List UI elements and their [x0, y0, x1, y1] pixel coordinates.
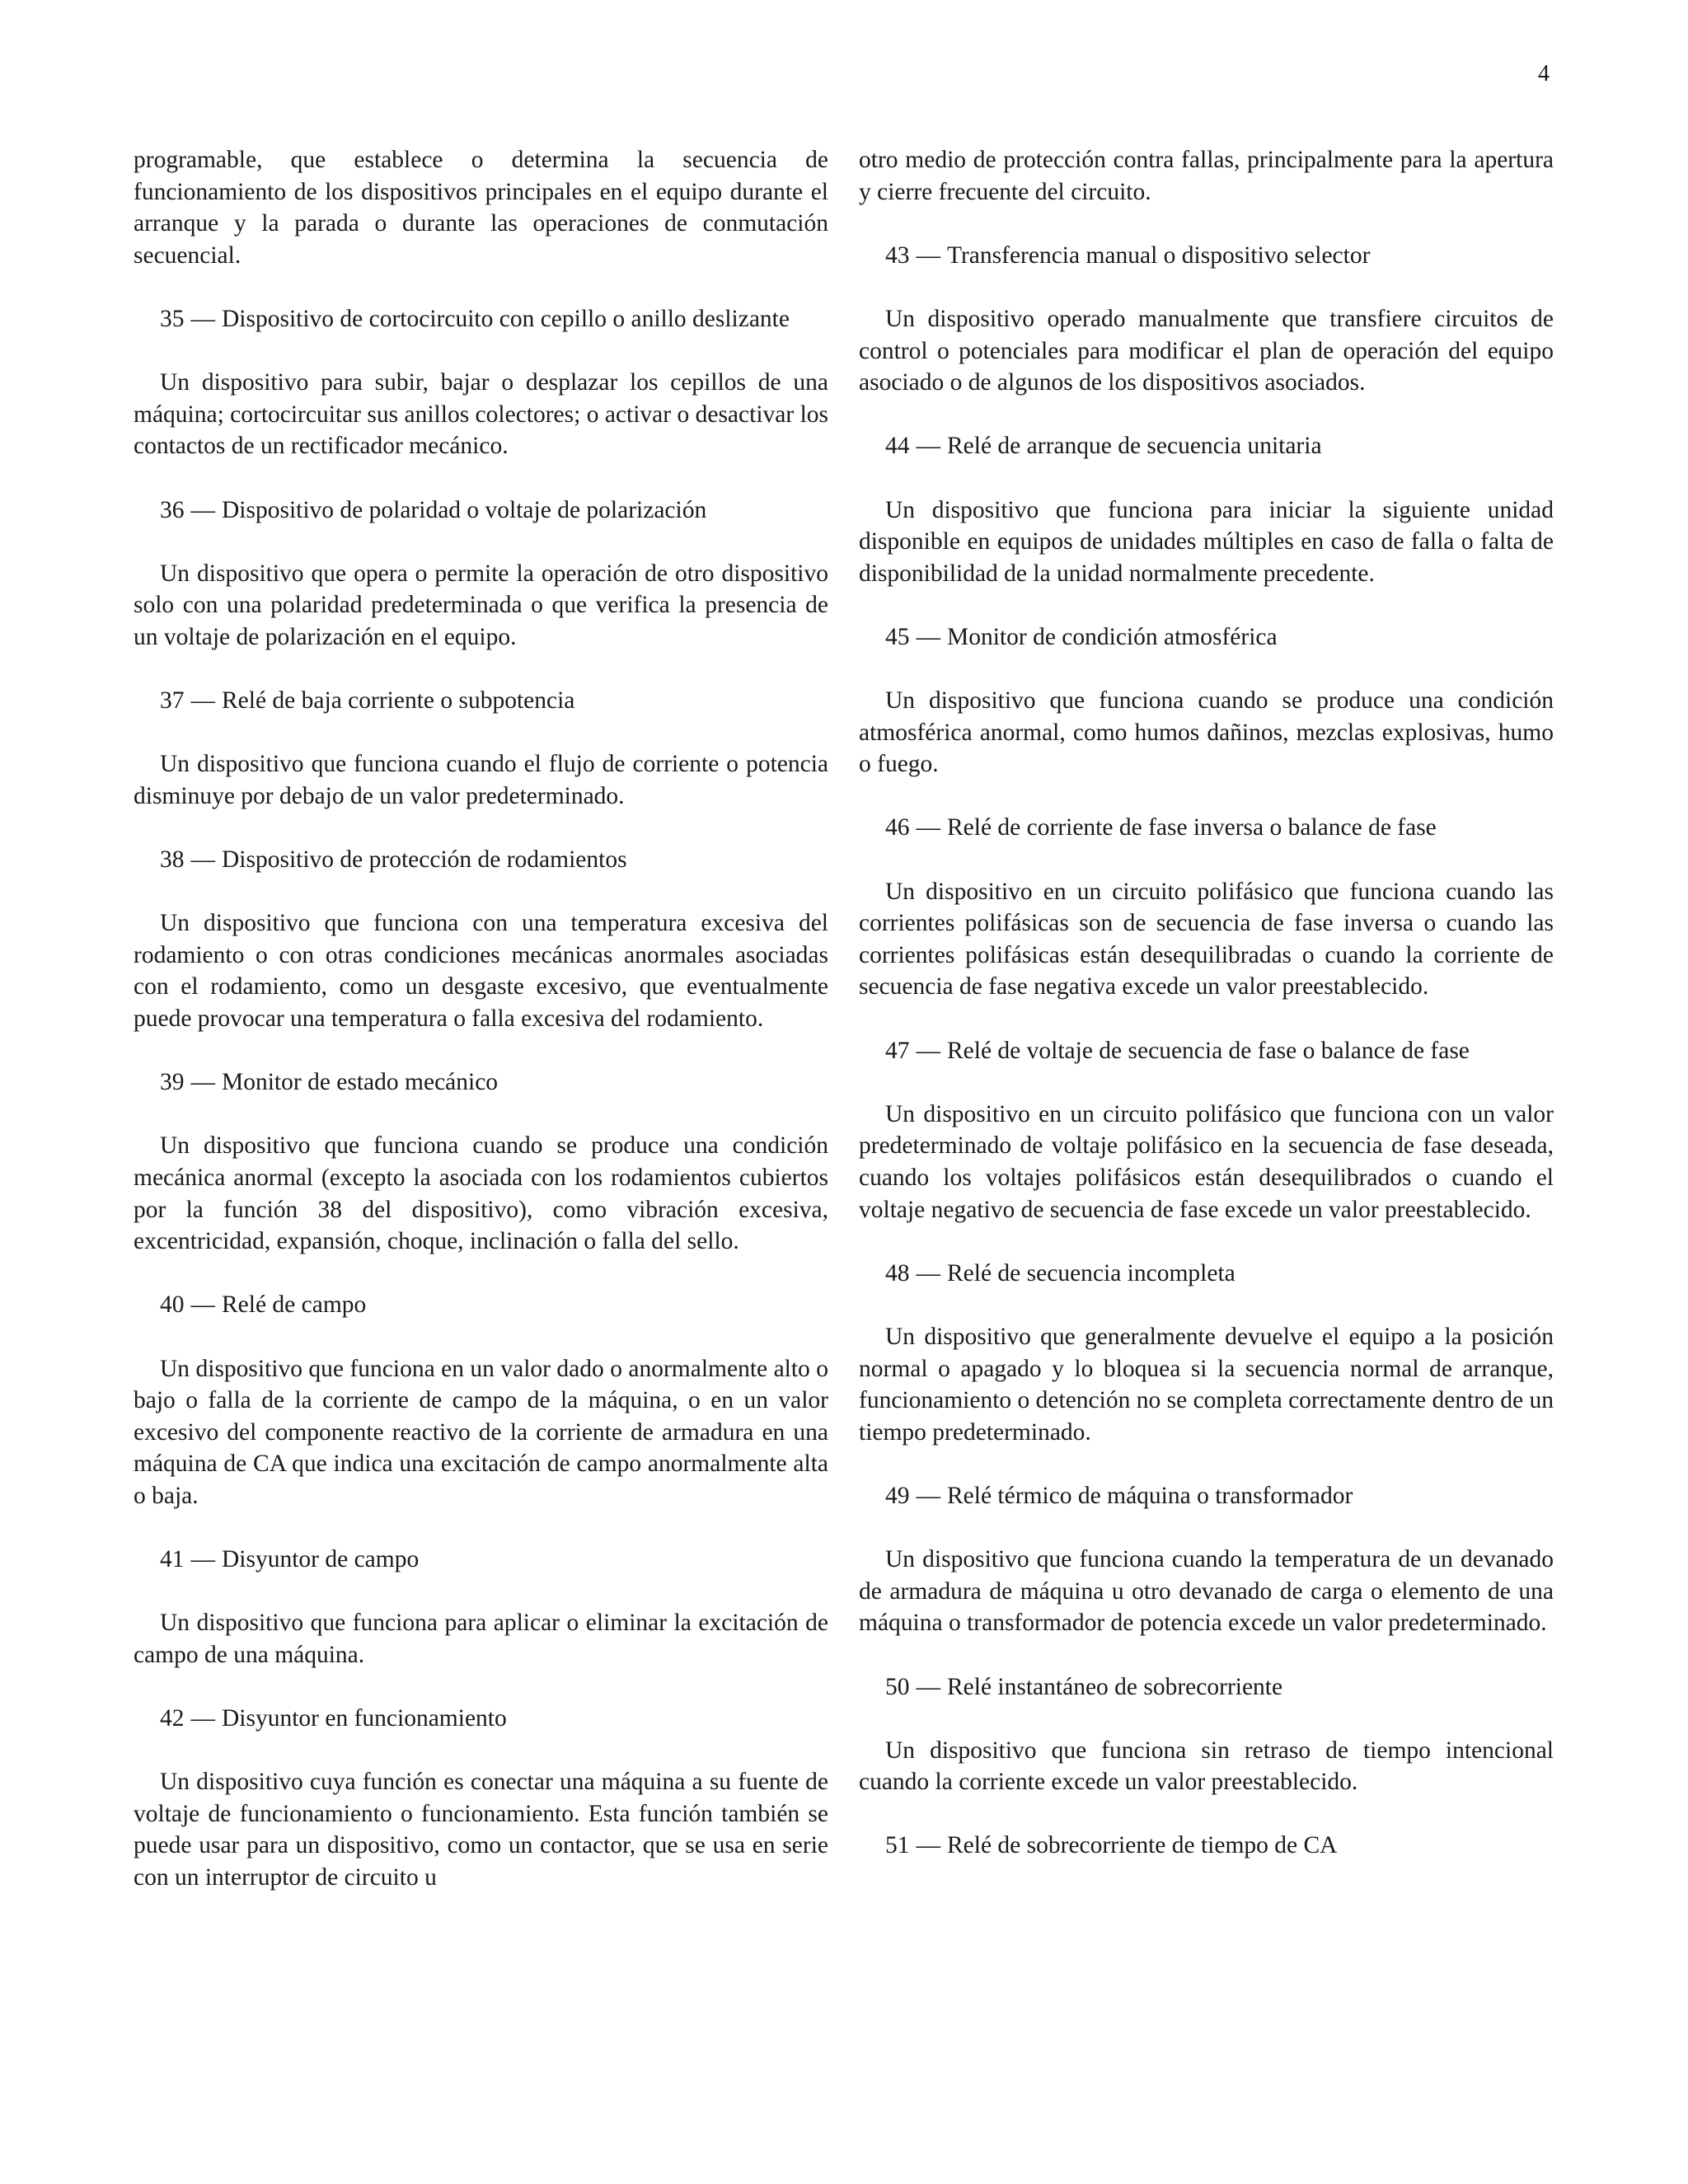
device-title: Disyuntor en funcionamiento: [222, 1705, 507, 1732]
body-paragraph: Un dispositivo que funciona en un valor dado o anormalmente alto o bajo o falla de la corriente de campo de la máquina, o en un valor excesivo del componente reactivo de la corriente de armadura en una máquina de CA que indica una excitación de campo anormalmente alta o baja.: [134, 1355, 828, 1509]
device-number: 43: [885, 241, 910, 269]
body-paragraph: Un dispositivo que opera o permite la operación de otro dispositivo solo con una polaridad predeterminada o que verifica la presencia de un voltaje de polarización en el equipo.: [134, 560, 828, 650]
device-number: 49: [885, 1482, 910, 1509]
device-title: Monitor de estado mecánico: [222, 1069, 499, 1096]
section-heading: [859, 1830, 1554, 1862]
body-paragraph: Un dispositivo que funciona cuando el flujo de corriente o potencia disminuye por debajo de un valor predeterminado.: [134, 751, 828, 809]
section-heading: [134, 685, 828, 717]
section-heading: [859, 1258, 1554, 1290]
device-number: 42: [160, 1705, 185, 1732]
body-paragraph: Un dispositivo que funciona cuando se produce una condición atmosférica anormal, como humos dañinos, mezclas explosivas, humo o fuego.: [859, 687, 1554, 778]
device-title: Relé de voltaje de secuencia de fase o balance de fase: [947, 1037, 1470, 1064]
em-dash: —: [916, 241, 940, 269]
section-heading: [134, 494, 828, 527]
device-number: 41: [160, 1546, 185, 1573]
body-paragraph: Un dispositivo operado manualmente que transfiere circuitos de control o potenciales para modificar el plan de operación del equipo asociado o de algunos de los dispositivos asociados.: [859, 305, 1554, 396]
device-number: 35: [160, 305, 185, 332]
body-paragraph: otro medio de protección contra fallas, principalmente para la apertura y cierre frecuente del circuito.: [859, 147, 1554, 205]
device-number: 38: [160, 846, 185, 874]
section-heading: [859, 812, 1554, 844]
section-heading: [859, 1035, 1554, 1067]
device-title: Relé de baja corriente o subpotencia: [222, 687, 575, 715]
device-title: Relé de secuencia incompleta: [947, 1259, 1236, 1286]
device-title: Dispositivo de cortocircuito con cepillo o anillo deslizante: [222, 305, 790, 332]
section-heading: [859, 621, 1554, 654]
device-title: Monitor de condición atmosférica: [947, 623, 1278, 650]
section-heading: [134, 1703, 828, 1735]
device-number: 39: [160, 1069, 185, 1096]
device-number: 48: [885, 1259, 910, 1286]
device-number: 36: [160, 496, 185, 523]
device-title: Relé instantáneo de sobrecorriente: [947, 1673, 1283, 1700]
section-heading: [859, 1671, 1554, 1704]
section-heading: [134, 303, 828, 335]
device-title: Relé de sobrecorriente de tiempo de CA: [947, 1832, 1338, 1859]
page-number: 4: [1538, 61, 1550, 87]
body-paragraph: Un dispositivo cuya función es conectar una máquina a su fuente de voltaje de funcionamiento o funcionamiento. Esta función también se puede usar para un dispositivo, como un contactor, que se usa en serie con un interruptor de circuito u: [134, 1769, 828, 1891]
body-paragraph: Un dispositivo para subir, bajar o desplazar los cepillos de una máquina; cortocircuitar sus anillos colectores; o activar o desactivar los contactos de un rectificador mecánico.: [134, 369, 828, 460]
body-paragraph: programable, que establece o determina la secuencia de funcionamiento de los dispositivos principales en el equipo durante el arranque y la parada o durante las operaciones de conmutación secuencial.: [134, 147, 828, 269]
em-dash: —: [916, 1482, 940, 1509]
device-title: Relé de corriente de fase inversa o balance de fase: [947, 814, 1437, 841]
section-heading: [134, 1066, 828, 1099]
device-number: 44: [885, 433, 910, 460]
device-title: Dispositivo de polaridad o voltaje de polarización: [222, 496, 707, 523]
em-dash: —: [916, 1673, 940, 1700]
device-title: Relé de arranque de secuencia unitaria: [947, 433, 1322, 460]
section-heading: [134, 1289, 828, 1321]
em-dash: —: [916, 1259, 940, 1286]
section-heading: [859, 430, 1554, 462]
em-dash: —: [190, 1546, 215, 1573]
section-heading: [859, 1480, 1554, 1512]
em-dash: —: [190, 1291, 215, 1319]
left-column: [134, 144, 828, 1925]
section-heading: [134, 1544, 828, 1576]
right-column: [859, 144, 1554, 1894]
device-number: 46: [885, 814, 910, 841]
device-title: Relé de campo: [222, 1291, 367, 1319]
device-number: 45: [885, 623, 910, 650]
device-number: 47: [885, 1037, 910, 1064]
device-title: Relé térmico de máquina o transformador: [947, 1482, 1353, 1509]
body-paragraph: Un dispositivo que funciona sin retraso de tiempo intencional cuando la corriente excede un valor preestablecido.: [859, 1736, 1554, 1796]
em-dash: —: [190, 687, 215, 715]
body-paragraph: Un dispositivo que funciona para iniciar la siguiente unidad disponible en equipos de unidades múltiples en caso de falla o falta de disponibilidad de la unidad normalmente precedente.: [859, 496, 1554, 587]
em-dash: —: [916, 814, 940, 841]
device-number: 37: [160, 687, 185, 715]
body-paragraph: Un dispositivo que funciona con una temperatura excesiva del rodamiento o con otras condiciones mecánicas anormales asociadas con el rodamiento, como un desgaste excesivo, que eventualmente puede provocar una temperatura o falla excesiva del rodamiento.: [134, 910, 828, 1033]
em-dash: —: [190, 496, 215, 523]
device-number: 40: [160, 1291, 185, 1319]
body-paragraph: Un dispositivo en un circuito polifásico que funciona cuando las corrientes polifásicas son de secuencia de fase inversa o cuando las corrientes polifásicas están desequilibradas o cuando la corriente de secuencia de fase negativa excede un valor preestablecido.: [859, 878, 1554, 1001]
body-paragraph: Un dispositivo que funciona cuando se produce una condición mecánica anormal (excepto la asociada con los rodamientos cubiertos por la función 38 del dispositivo), como vibración excesiva, excentricidad, expansión, choque, inclinación o falla del sello.: [134, 1132, 828, 1255]
em-dash: —: [190, 1705, 215, 1732]
em-dash: —: [190, 846, 215, 874]
section-heading: [134, 844, 828, 876]
em-dash: —: [190, 1069, 215, 1096]
device-number: 50: [885, 1673, 910, 1700]
em-dash: —: [916, 433, 940, 460]
device-title: Transferencia manual o dispositivo selector: [947, 241, 1371, 269]
em-dash: —: [916, 623, 940, 650]
body-paragraph: Un dispositivo que generalmente devuelve el equipo a la posición normal o apagado y lo bloquea si la secuencia normal de arranque, funcionamiento o detención no se completa correctamente dentro de un tiempo predeterminado.: [859, 1323, 1554, 1446]
body-paragraph: Un dispositivo que funciona para aplicar o eliminar la excitación de campo de una máquina.: [134, 1610, 828, 1668]
em-dash: —: [190, 305, 215, 332]
section-heading: [859, 240, 1554, 272]
body-paragraph: Un dispositivo en un circuito polifásico que funciona con un valor predeterminado de voltaje polifásico en la secuencia de fase deseada, cuando los voltajes polifásicos están desequilibrados o cuando el voltaje negativo de secuencia de fase excede un valor preestablecido.: [859, 1100, 1554, 1223]
em-dash: —: [916, 1832, 940, 1859]
device-title: Dispositivo de protección de rodamientos: [222, 846, 627, 874]
body-paragraph: Un dispositivo que funciona cuando la temperatura de un devanado de armadura de máquina u otro devanado de carga o elemento de una máquina o transformador de potencia excede un valor predeterminado.: [859, 1546, 1554, 1637]
device-number: 51: [885, 1832, 910, 1859]
em-dash: —: [916, 1037, 940, 1064]
device-title: Disyuntor de campo: [222, 1546, 420, 1573]
